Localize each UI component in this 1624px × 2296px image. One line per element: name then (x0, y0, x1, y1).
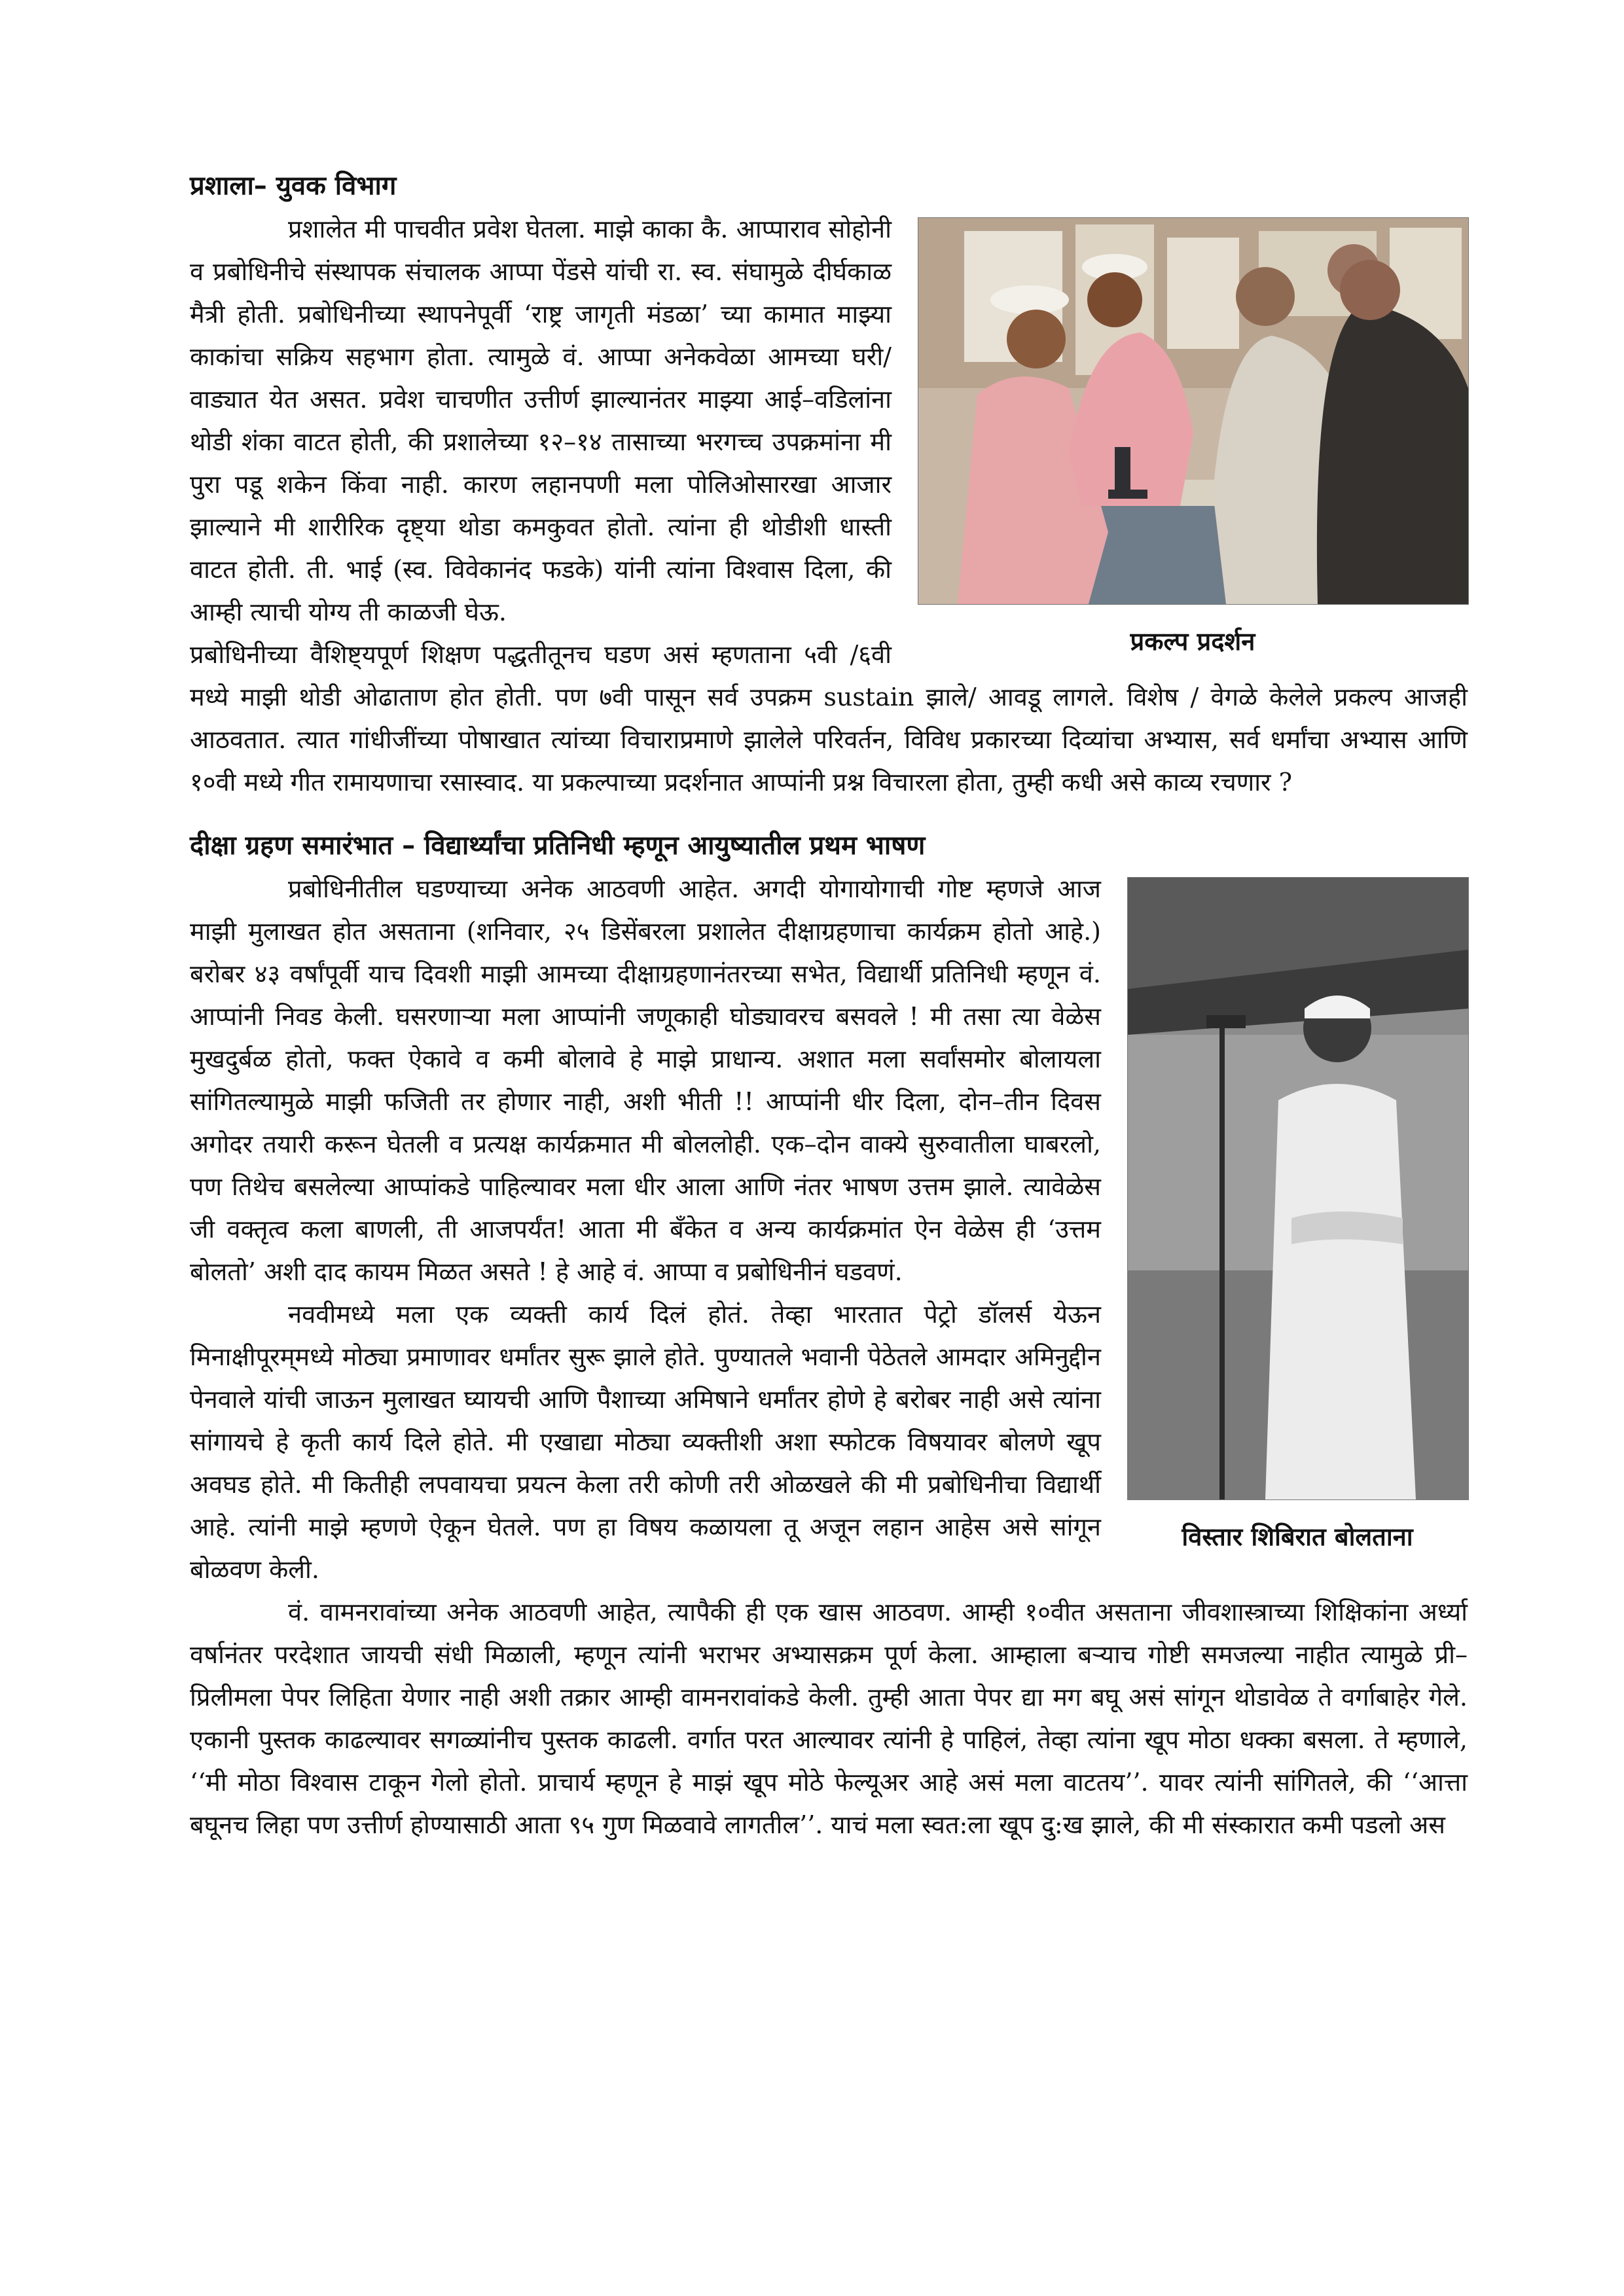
speaking-photo-image (1128, 878, 1468, 1499)
section-heading-diksha: दीक्षा ग्रहण समारंभात – विद्यार्थ्यांचा प्रतिनिधी म्हणून आयुष्यातील प्रथम भाषण (190, 831, 926, 861)
figure-caption-speaking-at-camp: विस्तार शिबिरात बोलताना (1182, 1522, 1413, 1551)
photo-project-exhibition (918, 217, 1469, 605)
section-heading-youth: प्रशाला– युवक विभाग (190, 171, 397, 201)
paragraph-text: नववीमध्ये मला एक व्यक्ती कार्य दिलं होतं. तेव्हा भारतात पेट्रो डॉलर्स येऊन मिनाक्षीपूरम्‌मध्ये मोठ्या प्रमाणावर धर्मांतर सुरू झाले होते. पुण्यातले भवानी पेठेतले आमदार अमिनुद्दीन पेनवाले यांची जाऊन मुलाखत घ्यायची आणि पैशाच्या अमिषाने धर्मांतर होणे हे बरोबर नाही असे त्यांना सांगायचे हे कृती कार्य दिले होते. मी एखाद्या मोठ्या व्यक्तीशी अशा स्फोटक विषयावर बोलणे खूप अवघड होते. मी कितीही लपवायचा प्रयत्न केला तरी कोणी तरी ओळखले की मी प्रबोधिनीचा विद्यार्थी आहे. त्यांनी माझे म्हणणे ऐकून घेतले. पण हा विषय कळायला तू अजून लहान आहेस असे सांगून बोळवण केली. (190, 1300, 1101, 1584)
photo-speaking-at-camp (1127, 877, 1469, 1500)
figure-caption-project-exhibition: प्रकल्प प्रदर्शन (1130, 627, 1255, 656)
figure-project-exhibition (918, 217, 1468, 661)
exhibition-photo-image (918, 218, 1468, 604)
figure-speaking-at-camp (1127, 877, 1468, 1556)
paragraph-text: प्रबोधिनीच्या वैशिष्ट्यपूर्ण शिक्षण पद्धतीतूनच घडण असं म्हणताना ५वी /६वी मध्ये माझी थोडी ओढाताण होत होती. पण ७वी पासून सर्व उपक्रम sustain झाले/ आवडू लागले. विशेष / वेगळे केलेले प्रकल्प आजही आठवतात. त्यात गांधीजींच्या पोषाखात त्यांच्या विचाराप्रमाणे झालेले परिवर्तन, विविध प्रकारच्या दिव्यांचा अभ्यास, सर्व धर्मांचा अभ्यास आणि १०वी मध्ये गीत रामायणाचा रसास्वाद. या प्रकल्पाच्या प्रदर्शनात आप्पांनी प्रश्न विचारला होता, तुम्ही कधी असे काव्य रचणार ? (190, 640, 1468, 797)
paragraph-text: वं. वामनरावांच्या अनेक आठवणी आहेत, त्यापैकी ही एक खास आठवण. आम्ही १०वीत असताना जीवशास्त्राच्या शिक्षिकांना अर्ध्या वर्षानंतर परदेशात जायची संधी मिळाली, म्हणून त्यांनी भराभर अभ्यासक्रम पूर्ण केला. आम्हाला बऱ्याच गोष्टी समजल्या नाहीत त्यामुळे प्री–प्रिलीमला पेपर लिहिता येणार नाही अशी तक्रार आम्ही वामनरावांकडे केली. तुम्ही आता पेपर द्या मग बघू असं सांगून थोडावेळ ते वर्गाबाहेर गेले. एकानी पुस्तक काढल्यावर सगळ्यांनीच पुस्तक काढली. वर्गात परत आल्यावर त्यांनी हे पाहिलं, तेव्हा त्यांना खूप मोठा धक्का बसला. ते म्हणाले, ‘‘मी मोठा विश्वास टाकून गेलो होतो. प्राचार्य म्हणून हे माझं खूप मोठे फेल्यूअर आहे असं मला वाटतय’’. यावर त्यांनी सांगितले, की ‘‘आत्ता बघूनच लिहा पण उत्तीर्ण होण्यासाठी आता ९५ गुण मिळवावे लागतील’’. याचं मला स्वत:ला खूप दु:ख झाले, की मी संस्कारात कमी पडलो अस (190, 1598, 1468, 1839)
paragraph-text: प्रबोधिनीतील घडण्याच्या अनेक आठवणी आहेत. अगदी योगायोगाची गोष्ट म्हणजे आज माझी मुलाखत होत असताना (शनिवार, २५ डिसेंबरला प्रशालेत दीक्षाग्रहणाचा कार्यक्रम होतो आहे.) बरोबर ४३ वर्षांपूर्वी याच दिवशी माझी आमच्या दीक्षाग्रहणानंतरच्या सभेत, विद्यार्थी प्रतिनिधी म्हणून वं. आप्पांनी निवड केली. घसरणाऱ्या मला आप्पांनी जणूकाही घोड्यावरच बसवले ! मी तसा त्या वेळेस मुखदुर्बळ होतो, फक्त ऐकावे व कमी बोलावे हे माझे प्राधान्य. अशात मला सर्वांसमोर बोलायला सांगितल्यामुळे माझी फजिती तर होणार नाही, अशी भीती !! आप्पांनी धीर दिला, दोन–तीन दिवस अगोदर तयारी करून घेतली व प्रत्यक्ष कार्यक्रमात मी बोललोही. एक–दोन वाक्ये सुरुवातीला घाबरलो, पण तिथेच बसलेल्या आप्पांकडे पाहिल्यावर मला धीर आला आणि नंतर भाषण उत्तम झाले. त्यावेळेस जी वक्तृत्व कला बाणली, ती आजपर्यंत! आता मी बँकेत व अन्य कार्यक्रमांत ऐन वेळेस ही ‘उत्तम बोलतो’ अशी दाद कायम मिळत असते ! हे आहे वं. आप्पा व प्रबोधिनीनं घडवणं. (190, 874, 1101, 1286)
document-page (190, 164, 1468, 1846)
paragraph-text: प्रशालेत मी पाचवीत प्रवेश घेतला. माझे काका कै. आप्पाराव सोहोनी व प्रबोधिनीचे संस्थापक संचालक आप्पा पेंडसे यांची रा. स्व. संघामुळे दीर्घकाळ मैत्री होती. प्रबोधिनीच्या स्थापनेपूर्वी ‘राष्ट्र जागृती मंडळा’ च्या कामात माझ्या काकांचा सक्रिय सहभाग होता. त्यामुळे वं. आप्पा अनेकवेळा आमच्या घरी/वाड्यात येत असत. प्रवेश चाचणीत उत्तीर्ण झाल्यानंतर माझ्या आई–वडिलांना थोडी शंका वाटत होती, की प्रशालेच्या १२–१४ तासाच्या भरगच्च उपक्रमांना मी पुरा पडू शकेन किंवा नाही. कारण लहानपणी मला पोलिओसारखा आजार झाल्याने मी शारीरिक दृष्ट्या थोडा कमकुवत होतो. त्यांना ही थोडीशी धास्ती वाटत होती. ती. भाई (स्व. विवेकानंद फडके) यांनी त्यांना विश्वास दिला, की आम्ही त्याची योग्य ती काळजी घेऊ. (190, 215, 892, 626)
